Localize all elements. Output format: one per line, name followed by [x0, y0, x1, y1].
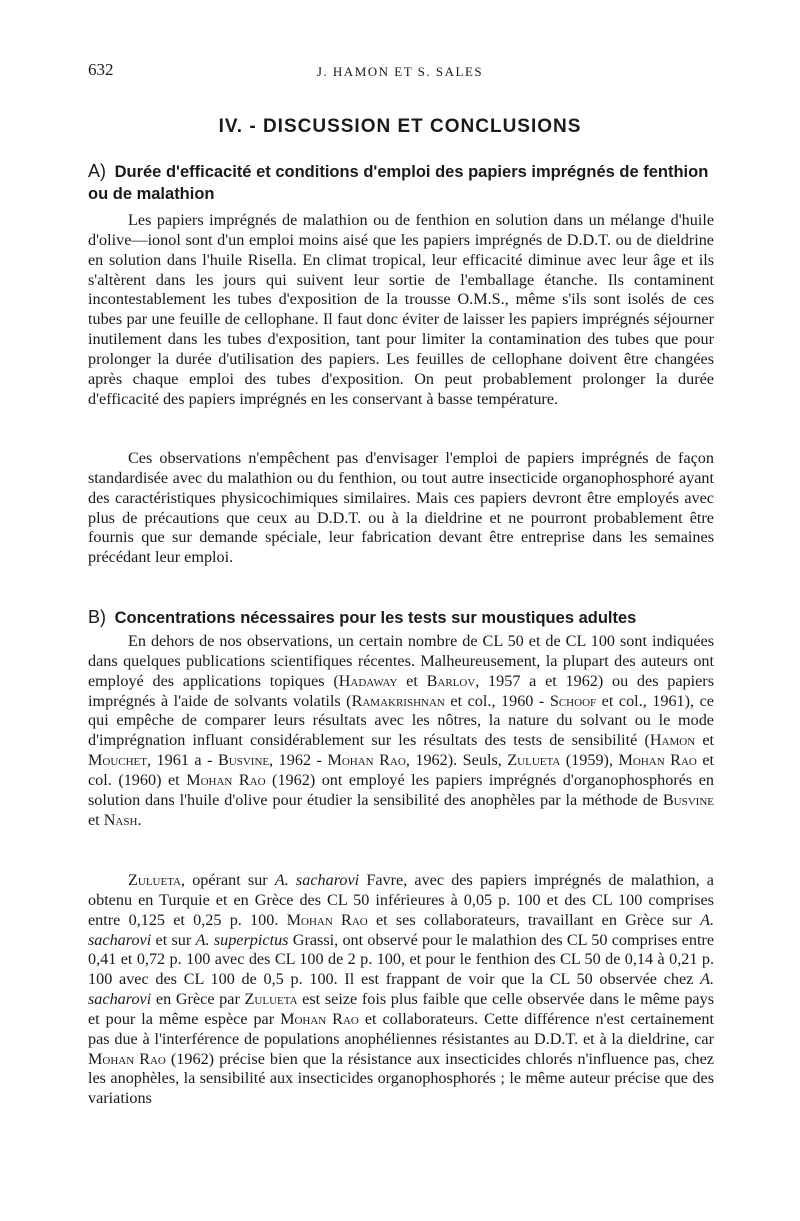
para3-text: et — [397, 671, 427, 690]
para3-text: , 1962 - — [269, 751, 328, 770]
paragraph-2: Ces observations n'empêchent pas d'envisager l'emploi de papiers imprégnés de façon standardisée avec du malathion ou du fenthion, ou tout autre insecticide organophosphoré ayant des caractéristiques physicochimiques similaires. Mais ces papiers devront être employés avec plus de précautions que ceux au D.D.T. ou à la dieldrine et ne pourront probablement être fournis que sur demande spéciale, leur fabrication devant être entreprise dans les semaines précédant leur emploi. — [88, 449, 714, 567]
para3-text: et col., 1960 - — [444, 691, 550, 710]
para3-text: (1962) ont employé les papiers imprégnés d'organophosphorés en solution dans l'huile d'olive pour étudier la sensibilité des anophèles par la méthode de — [88, 770, 714, 809]
para3-text: , 1962). Seuls, — [405, 751, 508, 770]
author-name: Zulueta — [128, 871, 181, 889]
para3-text: . — [137, 810, 142, 829]
author-name: Busvine — [218, 751, 270, 770]
para3-text: et — [88, 810, 104, 829]
para4-text: et collaborateurs. Cette différence n'est certainement pas due à l'interférence de populations anophéliennes résistantes au D.D.T. et à la dieldrine, car — [88, 1009, 715, 1048]
para4-text: (1962) précise bien que la résistance aux insecticides chlorés n'influence pas, chez les anophèles, la sensibilité aux insecticides organophosphorés ; le même auteur précise que des variations — [88, 1049, 714, 1108]
species-name: A. sacharovi — [274, 871, 360, 889]
author-name: Mohan Rao — [618, 751, 697, 770]
author-name: Schoof — [549, 691, 597, 710]
author-name: Busvine — [662, 790, 714, 809]
para3-text: En dehors de nos observations, un certain nombre de CL 50 et de CL 100 sont indiquées dans quelques publications scientifiques récentes. Malheureusement, la plupart des auteurs ont employé des applications topiques ( — [88, 632, 714, 690]
author-name: Zulueta — [507, 751, 561, 770]
author-name: Ramakrishnan — [351, 691, 445, 710]
para4-text: est seize fois plus faible que celle observée dans le même pays et pour la même espèce par — [88, 990, 714, 1028]
species-name: A. superpictus — [195, 930, 289, 949]
author-name: Hadaway — [338, 671, 398, 690]
subsection-b-title: Concentrations nécessaires pour les tests sur moustiques adultes — [114, 609, 637, 627]
subsection-a-label: A) — [88, 161, 106, 181]
page-number: 632 — [88, 60, 114, 79]
subsection-b-heading — [88, 606, 718, 629]
para4-text: et sur — [151, 930, 196, 949]
subsection-a-title: Durée d'efficacité et conditions d'emploi des papiers imprégnés de fenthion ou de malathion — [88, 163, 709, 203]
author-name: Nash — [103, 810, 138, 829]
para3-text: et — [695, 731, 715, 750]
paragraph-4 — [88, 871, 714, 1109]
para4-text: en Grèce par — [151, 990, 245, 1009]
running-head: J. HAMON ET S. SALES — [316, 64, 484, 79]
subsection-a-heading — [88, 160, 718, 205]
para4-text: , opérant sur — [181, 871, 275, 889]
para3-text: (1959), — [560, 751, 619, 770]
author-name: Zulueta — [244, 990, 298, 1009]
paragraph-1: Les papiers imprégnés de malathion ou de fenthion en solution dans un mélange d'huile d'olive—ionol sont d'un emploi moins aisé que les papiers imprégnés de D.D.T. ou de dieldrine en solution dans l'huile Risella. En climat tropical, leur efficacité diminue avec leur âge et ils s'altèrent dans les jours qui suivent leur sortie de l'emballage étanche. Ils contaminent incontestablement les tubes d'exposition de la trousse O.M.S., même s'ils sont isolés de ces tubes par une feuille de cellophane. Il faut donc éviter de laisser les papiers imprégnés séjourner inutilement dans les tubes d'exposition, tant pour limiter la contamination des tubes que pour prolonger la durée d'utilisation des papiers. Les feuilles de cellophane doivent être changées après chaque emploi des tubes d'exposition. On peut probablement prolonger la durée d'efficacité des papiers imprégnés en les conservant à basse température. — [88, 211, 714, 408]
species-name: A. sacharovi — [88, 970, 714, 1009]
para4-text: et ses collaborateurs, travaillant en Grèce sur — [367, 910, 701, 929]
author-name: Mohan Rao — [286, 910, 368, 929]
paragraph-3 — [88, 632, 714, 830]
para3-text: , 1957 a et 1962) ou des papiers imprégnés à l'aide de solvants volatils ( — [88, 671, 714, 710]
author-name: Mohan Rao — [280, 1009, 359, 1028]
para3-text: et col. (1960) et — [88, 751, 715, 789]
author-name: Mohan Rao — [327, 751, 406, 770]
author-name: Barlov — [426, 671, 476, 690]
species-name: A. sacharovi — [88, 910, 714, 949]
author-name: Mohan Rao — [186, 770, 266, 789]
subsection-b-label: B) — [88, 607, 106, 627]
section-title: IV. - DISCUSSION ET CONCLUSIONS — [218, 116, 582, 137]
para4-text: Grassi, ont observé pour le malathion des CL 50 comprises entre 0,41 et 0,72 p. 100 avec des CL 100 de 2 p. 100, et pour le fenthion des CL 50 de 0,14 à 0,21 p. 100 avec des CL 100 de 0,5 p. 100. Il est frappant de voir que la CL 50 observée chez — [88, 930, 715, 989]
para3-text: , 1961 a - — [147, 751, 218, 770]
para4-text: Favre, avec des papiers imprégnés de malathion, a obtenu en Turquie et en Grèce des CL 50 inférieures à 0,05 p. 100 et des CL 100 comprises entre 0,125 et 0,25 p. 100. — [88, 871, 714, 929]
author-name: Mohan Rao — [88, 1049, 166, 1068]
author-name: Hamon — [649, 731, 696, 750]
para3-text: et col., 1961), ce qui empêche de comparer leurs résultats avec les nôtres, la nature du solvant ou le mode d'imprégnation influant considérablement sur les résultats des tests de sensibilité ( — [88, 691, 714, 750]
author-name: Mouchet — [88, 751, 148, 770]
